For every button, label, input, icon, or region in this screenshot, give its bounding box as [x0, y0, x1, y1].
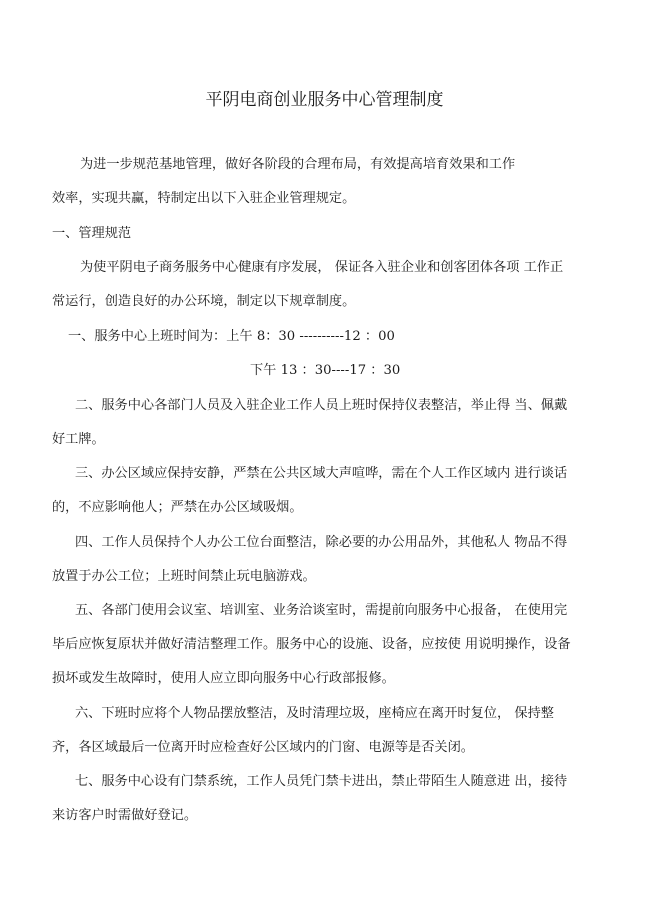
rule-5-line-3: 损坏或发生故障时，使用人应立即向服务中心行政部报修。 — [52, 671, 395, 686]
rule-7-line-1: 七、服务中心设有门禁系统，工作人员凭门禁卡进出，禁止带陌生人随意进 出，接待 — [75, 774, 568, 789]
paragraph-1-line-1: 为使平阴电子商务服务中心健康有序发展， 保证各入驻企业和创客团体各项 工作正 — [80, 260, 564, 275]
rule-6-line-1: 六、下班时应将个人物品摆放整洁，及时清理垃圾，座椅应在离开时复位， 保持整 — [75, 706, 554, 721]
section-heading-management: 一、管理规范 — [52, 226, 132, 241]
rule-3-line-1: 三、办公区域应保持安静，严禁在公共区域大声喧哗，需在个人工作区域内 进行谈话 — [75, 466, 568, 481]
intro-line-1: 为进一步规范基地管理，做好各阶段的合理布局，有效提高培育效果和工作 — [80, 157, 516, 172]
rule-4-line-2: 放置于办公工位；上班时间禁止玩电脑游戏。 — [52, 569, 316, 584]
document-title: 平阴电商创业服务中心管理制度 — [205, 90, 444, 110]
rule-4-line-1: 四、工作人员保持个人办公工位台面整洁，除必要的办公用品外，其他私人 物品不得 — [75, 535, 568, 550]
work-hours-afternoon: 下午 13 ：30----17 ：30 — [250, 363, 401, 378]
rule-3-line-2: 的，不应影响他人；严禁在办公区域吸烟。 — [52, 500, 303, 515]
paragraph-1-line-2: 常运行，创造良好的办公环境，制定以下规章制度。 — [52, 294, 356, 309]
rule-2-line-2: 好工牌。 — [52, 432, 105, 447]
rule-5-line-2: 毕后应恢复原状并做好清洁整理工作。服务中心的设施、设备，应按使 用说明操作，设备 — [52, 637, 571, 652]
rule-2-line-1: 二、服务中心各部门人员及入驻企业工作人员上班时保持仪表整洁，举止得 当、佩戴 — [75, 398, 568, 413]
work-hours-morning: 一、服务中心上班时间为：上午 8：30 ----------12 ：00 — [68, 329, 395, 344]
intro-line-2: 效率，实现共赢，特制定出以下入驻企业管理规定。 — [52, 191, 356, 206]
rule-6-line-2: 齐，各区域最后一位离开时应检查好公区域内的门窗、电源等是否关闭。 — [52, 740, 474, 755]
rule-7-line-2: 来访客户时需做好登记。 — [52, 808, 198, 823]
rule-5-line-1: 五、各部门使用会议室、培训室、业务洽谈室时，需提前向服务中心报备， 在使用完 — [75, 603, 568, 618]
